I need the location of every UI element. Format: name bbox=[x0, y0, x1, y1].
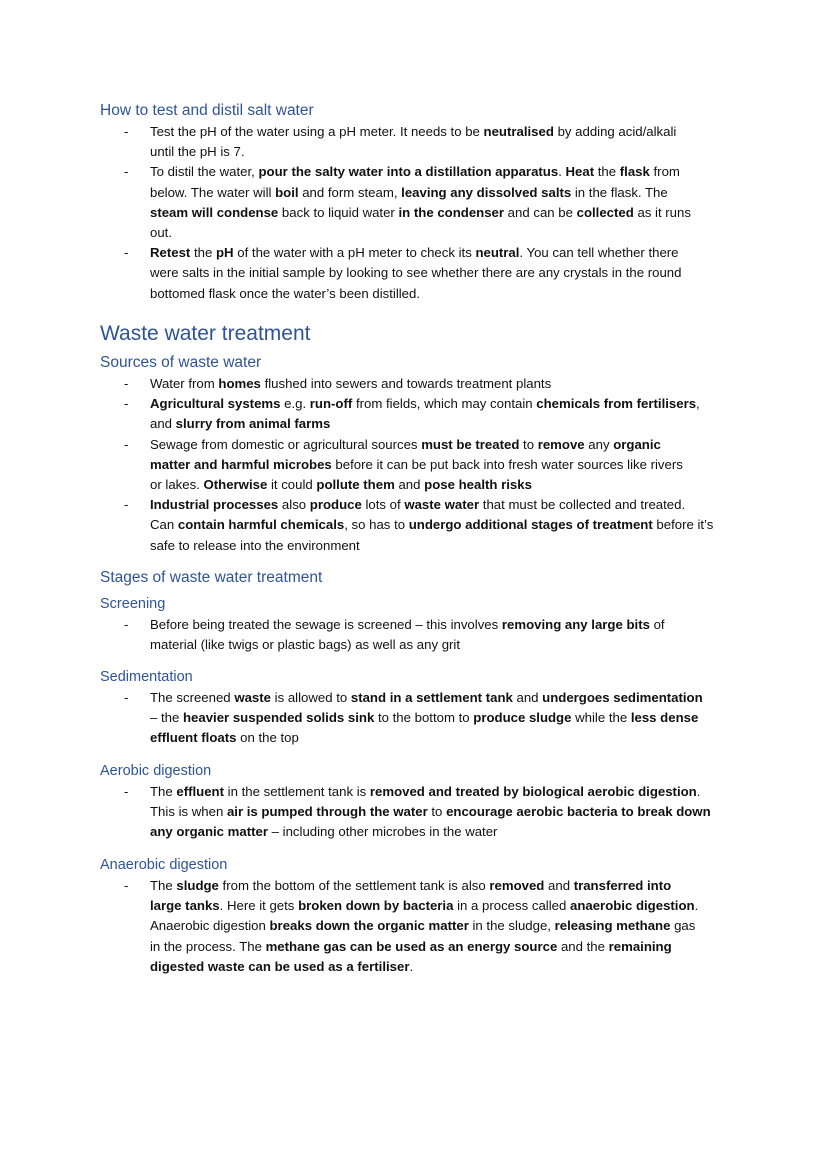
bold-text: removed and treated by biological aerobic digestion bbox=[369, 784, 697, 799]
text-run: in the settlement tank is bbox=[224, 784, 370, 799]
text-line bbox=[150, 223, 172, 243]
heading-waste-water-treatment: Waste water treatment bbox=[100, 322, 311, 345]
text-line bbox=[150, 782, 700, 802]
text-run: and bbox=[394, 476, 425, 492]
text-run: . bbox=[409, 958, 414, 974]
list-item bbox=[124, 782, 724, 843]
list-item bbox=[124, 876, 724, 977]
bold-text: methane gas can be used as an energy source bbox=[265, 938, 558, 954]
list-item bbox=[124, 435, 724, 496]
text-run: the bbox=[190, 245, 216, 261]
text-run: Can bbox=[150, 517, 178, 533]
text-run: Test the pH of the water using a pH meter. It needs to be bbox=[150, 124, 484, 139]
text-line bbox=[150, 455, 683, 475]
text-run: . bbox=[558, 164, 566, 180]
bullet-dash: - bbox=[124, 784, 129, 799]
text-run: from the bottom of the settlement tank is also bbox=[218, 878, 490, 893]
text-run: that must be collected and treated. bbox=[479, 497, 686, 513]
heading-stages: Stages of waste water treatment bbox=[100, 569, 323, 586]
bold-text: any organic matter bbox=[150, 824, 268, 840]
bold-text: contain harmful chemicals bbox=[177, 517, 345, 533]
bold-text: collected bbox=[576, 204, 634, 220]
text-run: – the bbox=[150, 710, 183, 726]
bold-text: organic bbox=[613, 436, 661, 452]
text-run: it could bbox=[267, 476, 317, 492]
list-item bbox=[124, 495, 724, 556]
heading-sedimentation: Sedimentation bbox=[100, 669, 193, 685]
text-line bbox=[150, 937, 672, 957]
text-run: , so has to bbox=[344, 517, 409, 533]
text-run: and can be bbox=[504, 204, 577, 220]
bold-text: Retest bbox=[150, 245, 191, 261]
text-run: – including other microbes in the water bbox=[268, 824, 498, 840]
text-line bbox=[150, 374, 551, 394]
bold-text: heavier suspended solids sink bbox=[183, 710, 375, 726]
text-line bbox=[150, 495, 685, 515]
bold-text: pose health risks bbox=[424, 476, 532, 492]
bold-text: releasing methane bbox=[554, 918, 671, 934]
text-line bbox=[150, 876, 671, 896]
text-line bbox=[150, 822, 497, 842]
text-run: as it runs bbox=[633, 204, 691, 220]
text-line bbox=[150, 728, 299, 748]
list-item bbox=[124, 615, 724, 655]
text-run: To distil the water, bbox=[150, 164, 259, 180]
bullet-dash: - bbox=[124, 617, 129, 632]
bold-text: removing any large bits bbox=[501, 617, 650, 632]
text-line bbox=[150, 203, 691, 223]
heading-test-distil: How to test and distil salt water bbox=[100, 102, 314, 119]
bullet-dash: - bbox=[124, 124, 129, 139]
bold-text: must be treated bbox=[421, 436, 520, 452]
text-run: to the bottom to bbox=[374, 710, 474, 726]
text-line bbox=[150, 162, 680, 182]
text-line bbox=[150, 515, 713, 535]
text-run: in a process called bbox=[453, 898, 570, 914]
bold-text: Heat bbox=[565, 164, 595, 180]
text-line bbox=[150, 435, 661, 455]
text-run: This is when bbox=[150, 804, 227, 820]
bold-text: broken down by bacteria bbox=[298, 898, 454, 914]
text-run: from fields, which may contain bbox=[352, 396, 537, 412]
text-run: of the water with a pH meter to check its bbox=[233, 245, 476, 261]
list-item bbox=[124, 688, 724, 749]
text-run: to bbox=[519, 436, 538, 452]
text-line bbox=[150, 394, 700, 414]
text-line bbox=[150, 896, 698, 916]
bold-text: remove bbox=[537, 436, 585, 452]
text-line bbox=[150, 142, 245, 162]
text-line bbox=[150, 536, 360, 556]
text-run: out. bbox=[150, 224, 172, 240]
text-run: were salts in the initial sample by looking to see whether there are any crystals in the round bbox=[150, 265, 682, 281]
text-run: . You can tell whether there bbox=[519, 245, 679, 261]
bold-text: air is pumped through the water bbox=[226, 804, 428, 820]
text-run: and bbox=[512, 690, 543, 705]
text-line bbox=[150, 688, 703, 708]
bold-text: Industrial processes bbox=[150, 497, 279, 513]
bold-text: neutral bbox=[475, 245, 520, 261]
text-run: gas bbox=[670, 918, 696, 934]
list-item bbox=[124, 243, 724, 304]
text-run: while the bbox=[571, 710, 631, 726]
heading-sources: Sources of waste water bbox=[100, 354, 262, 371]
text-run: and the bbox=[557, 938, 609, 954]
bold-text: waste water bbox=[404, 497, 480, 513]
bold-text: run-off bbox=[309, 396, 353, 412]
text-run: lots of bbox=[361, 497, 405, 513]
list-item bbox=[124, 394, 724, 434]
bold-text: digested waste can be used as a fertiliser bbox=[150, 958, 410, 974]
text-run: , bbox=[696, 396, 700, 412]
text-line bbox=[150, 263, 681, 283]
text-run: The bbox=[150, 878, 177, 893]
bold-text: undergoes sedimentation bbox=[542, 690, 703, 705]
text-run: flushed into sewers and towards treatment plants bbox=[260, 376, 552, 391]
bold-text: pollute them bbox=[316, 476, 395, 492]
text-run: any bbox=[584, 436, 614, 452]
text-run: Water from bbox=[150, 376, 219, 391]
text-run: in the process. The bbox=[150, 938, 266, 954]
bold-text: large tanks bbox=[150, 898, 220, 914]
bold-text: undergo additional stages of treatment bbox=[408, 517, 653, 533]
text-line bbox=[150, 615, 665, 635]
text-run: e.g. bbox=[280, 396, 310, 412]
bold-text: homes bbox=[218, 376, 261, 391]
list-item bbox=[124, 162, 724, 243]
bullet-dash: - bbox=[124, 497, 129, 513]
bold-text: pH bbox=[215, 245, 234, 261]
bold-text: in the condenser bbox=[398, 204, 505, 220]
text-run: . Here it gets bbox=[219, 898, 299, 914]
bold-text: Otherwise bbox=[203, 476, 268, 492]
text-line bbox=[150, 708, 698, 728]
text-run: in the sludge, bbox=[468, 918, 555, 934]
bold-text: Agricultural systems bbox=[150, 396, 281, 412]
list-item bbox=[124, 122, 724, 162]
bullet-dash: - bbox=[124, 690, 129, 705]
text-run: safe to release into the environment bbox=[150, 537, 360, 553]
bullet-dash: - bbox=[124, 164, 129, 180]
bold-text: sludge bbox=[176, 878, 219, 893]
bold-text: boil bbox=[275, 184, 299, 200]
bullet-dash: - bbox=[124, 376, 129, 391]
text-run: until the pH is 7. bbox=[150, 144, 245, 160]
bold-text: remaining bbox=[608, 938, 672, 954]
text-run: on the top bbox=[236, 730, 299, 746]
bold-text: chemicals from fertilisers bbox=[536, 396, 697, 412]
text-run: bottomed flask once the water’s been distilled. bbox=[150, 285, 421, 301]
text-line bbox=[150, 414, 330, 434]
bold-text: breaks down the organic matter bbox=[269, 918, 469, 934]
text-run: by adding acid/alkali bbox=[553, 124, 677, 139]
bold-text: effluent bbox=[176, 784, 225, 799]
text-run: to bbox=[427, 804, 447, 820]
text-run: . bbox=[696, 784, 701, 799]
text-run: The bbox=[150, 784, 177, 799]
bullet-dash: - bbox=[124, 245, 129, 261]
text-run: and form steam, bbox=[298, 184, 402, 200]
bold-text: flask bbox=[619, 164, 650, 180]
bold-text: produce bbox=[309, 497, 362, 513]
text-line bbox=[150, 122, 676, 142]
text-line bbox=[150, 635, 460, 655]
bold-text: produce sludge bbox=[473, 710, 572, 726]
bold-text: less dense bbox=[630, 710, 699, 726]
text-run: also bbox=[278, 497, 310, 513]
bold-text: stand in a settlement tank bbox=[350, 690, 513, 705]
bold-text: leaving any dissolved salts bbox=[401, 184, 572, 200]
text-line bbox=[150, 284, 420, 304]
bold-text: transferred into bbox=[573, 878, 672, 893]
text-run: is allowed to bbox=[270, 690, 351, 705]
text-run: back to liquid water bbox=[278, 204, 399, 220]
bold-text: encourage aerobic bacteria to break down bbox=[446, 804, 711, 820]
text-run: material (like twigs or plastic bags) as well as any grit bbox=[150, 637, 461, 653]
bold-text: slurry from animal farms bbox=[175, 416, 331, 432]
bold-text: waste bbox=[234, 690, 271, 705]
text-line bbox=[150, 243, 679, 263]
text-line bbox=[150, 183, 668, 203]
bold-text: removed bbox=[489, 878, 545, 893]
bullet-dash: - bbox=[124, 396, 129, 412]
bold-text: pour the salty water into a distillation apparatus bbox=[258, 164, 559, 180]
text-run: The screened bbox=[150, 690, 235, 705]
text-run: and bbox=[150, 416, 176, 432]
text-line bbox=[150, 916, 695, 936]
text-line bbox=[150, 957, 413, 977]
list-item bbox=[124, 374, 724, 394]
text-run: from bbox=[649, 164, 680, 180]
bullet-dash: - bbox=[124, 878, 129, 893]
text-line bbox=[150, 802, 711, 822]
text-run: before it can be put back into fresh water sources like rivers bbox=[331, 456, 683, 472]
text-run: before it’s bbox=[652, 517, 714, 533]
text-run: Sewage from domestic or agricultural sources bbox=[150, 436, 422, 452]
text-line bbox=[150, 475, 532, 495]
heading-screening: Screening bbox=[100, 596, 166, 612]
bold-text: matter and harmful microbes bbox=[150, 456, 332, 472]
text-run: or lakes. bbox=[150, 476, 204, 492]
bold-text: anaerobic digestion bbox=[570, 898, 695, 914]
text-run: and bbox=[544, 878, 574, 893]
text-run: in the flask. The bbox=[571, 184, 668, 200]
text-run: below. The water will bbox=[150, 184, 276, 200]
text-run: Anaerobic digestion bbox=[150, 918, 270, 934]
text-run: the bbox=[594, 164, 620, 180]
bold-text: effluent floats bbox=[150, 730, 237, 746]
bullet-dash: - bbox=[124, 436, 129, 452]
heading-anaerobic: Anaerobic digestion bbox=[100, 857, 228, 873]
heading-aerobic: Aerobic digestion bbox=[100, 763, 212, 779]
text-run: Before being treated the sewage is screened – this involves bbox=[150, 617, 502, 632]
bold-text: neutralised bbox=[483, 124, 554, 139]
text-run: of bbox=[649, 617, 665, 632]
text-run: . bbox=[694, 898, 699, 914]
bold-text: steam will condense bbox=[150, 204, 279, 220]
